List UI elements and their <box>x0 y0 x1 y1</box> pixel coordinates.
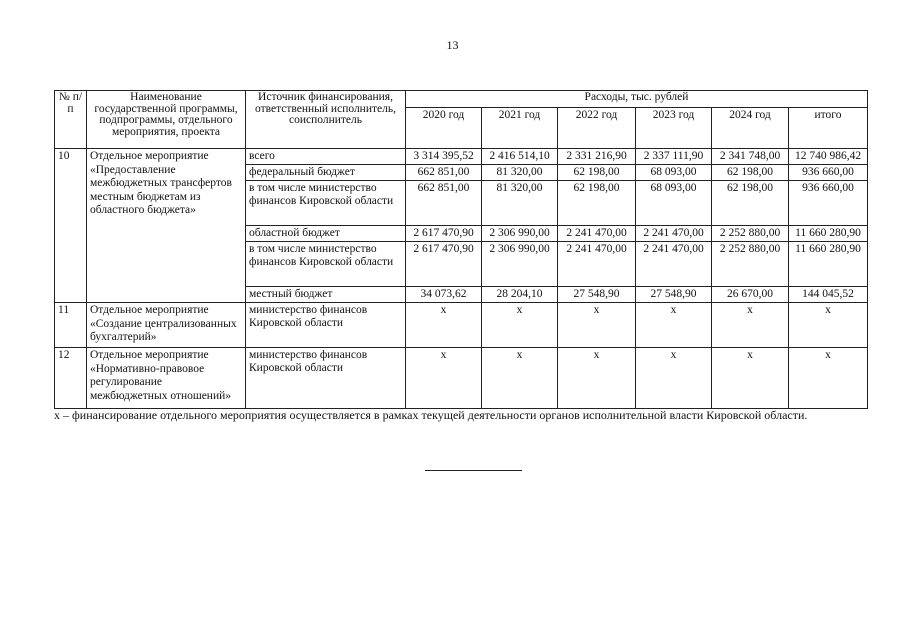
value-cell: 3 314 395,52 <box>406 149 482 165</box>
value-cell: 2 306 990,00 <box>482 226 558 242</box>
value-cell: х <box>406 303 482 348</box>
item-name: Отдельное мероприятие «Предоставление межбюджетных трансфертов местным бюджетам из областного бюджета» <box>87 149 246 303</box>
value-cell: 27 548,90 <box>558 287 636 303</box>
header-expenses: Расходы, тыс. рублей <box>406 91 868 108</box>
value-cell: 2 617 470,90 <box>406 226 482 242</box>
source-cell: областной бюджет <box>246 226 406 242</box>
value-cell: 2 252 880,00 <box>712 226 789 242</box>
value-cell: 2 337 111,90 <box>636 149 712 165</box>
header-total: итого <box>789 108 868 149</box>
value-cell: х <box>636 303 712 348</box>
header-no: № п/п <box>55 91 87 149</box>
value-cell: х <box>636 348 712 409</box>
total-cell: 11 660 280,90 <box>789 242 868 287</box>
value-cell: 2 241 470,00 <box>636 226 712 242</box>
value-cell: х <box>712 348 789 409</box>
value-cell: 81 320,00 <box>482 181 558 226</box>
header-year: 2024 год <box>712 108 789 149</box>
source-cell: в том числе министерство финансов Кировской области <box>246 242 406 287</box>
value-cell: 81 320,00 <box>482 165 558 181</box>
table-row <box>55 149 868 165</box>
value-cell: 2 252 880,00 <box>712 242 789 287</box>
value-cell: 2 416 514,10 <box>482 149 558 165</box>
value-cell: 2 306 990,00 <box>482 242 558 287</box>
source-cell: местный бюджет <box>246 287 406 303</box>
total-cell: 936 660,00 <box>789 181 868 226</box>
total-cell: 12 740 986,42 <box>789 149 868 165</box>
table-row <box>55 303 868 348</box>
value-cell: 2 241 470,00 <box>558 242 636 287</box>
item-number: 12 <box>55 348 87 409</box>
item-name: Отдельное мероприятие «Создание централизованных бухгалтерий» <box>87 303 246 348</box>
value-cell: 68 093,00 <box>636 165 712 181</box>
value-cell: 26 670,00 <box>712 287 789 303</box>
value-cell: 27 548,90 <box>636 287 712 303</box>
header-year: 2021 год <box>482 108 558 149</box>
value-cell: 62 198,00 <box>712 165 789 181</box>
header-year: 2022 год <box>558 108 636 149</box>
value-cell: 2 331 216,90 <box>558 149 636 165</box>
value-cell: 34 073,62 <box>406 287 482 303</box>
footnote: х – финансирование отдельного мероприятия осуществляется в рамках текущей деятельности органов исполнительной власти Кировской области. <box>54 408 808 422</box>
value-cell: 2 241 470,00 <box>636 242 712 287</box>
value-cell: 662 851,00 <box>406 181 482 226</box>
value-cell: х <box>558 348 636 409</box>
source-cell: федеральный бюджет <box>246 165 406 181</box>
total-cell: 11 660 280,90 <box>789 226 868 242</box>
value-cell: 2 617 470,90 <box>406 242 482 287</box>
header-source: Источник финансирования, ответственный исполнитель, соисполнитель <box>246 91 406 149</box>
financing-table <box>54 90 868 409</box>
closing-rule <box>425 470 522 471</box>
value-cell: 2 241 470,00 <box>558 226 636 242</box>
total-cell: 144 045,52 <box>789 287 868 303</box>
value-cell: х <box>482 303 558 348</box>
header-row <box>55 91 868 108</box>
total-cell: х <box>789 303 868 348</box>
value-cell: 2 341 748,00 <box>712 149 789 165</box>
table-row <box>55 348 868 409</box>
item-number: 11 <box>55 303 87 348</box>
item-name: Отдельное мероприятие «Нормативно-правовое регулирование межбюджетных отношений» <box>87 348 246 409</box>
source-cell: министерство финансов Кировской области <box>246 303 406 348</box>
value-cell: х <box>558 303 636 348</box>
total-cell: 936 660,00 <box>789 165 868 181</box>
source-cell: в том числе министерство финансов Кировской области <box>246 181 406 226</box>
value-cell: х <box>482 348 558 409</box>
value-cell: 68 093,00 <box>636 181 712 226</box>
header-year: 2023 год <box>636 108 712 149</box>
value-cell: 62 198,00 <box>558 181 636 226</box>
value-cell: 662 851,00 <box>406 165 482 181</box>
value-cell: 62 198,00 <box>712 181 789 226</box>
source-cell: всего <box>246 149 406 165</box>
total-cell: х <box>789 348 868 409</box>
value-cell: х <box>712 303 789 348</box>
item-number: 10 <box>55 149 87 303</box>
value-cell: 28 204,10 <box>482 287 558 303</box>
header-name: Наименование государственной программы, подпрограммы, отдельного мероприятия, проекта <box>87 91 246 149</box>
source-cell: министерство финансов Кировской области <box>246 348 406 409</box>
page-number: 13 <box>446 38 459 52</box>
value-cell: 62 198,00 <box>558 165 636 181</box>
value-cell: х <box>406 348 482 409</box>
header-year: 2020 год <box>406 108 482 149</box>
